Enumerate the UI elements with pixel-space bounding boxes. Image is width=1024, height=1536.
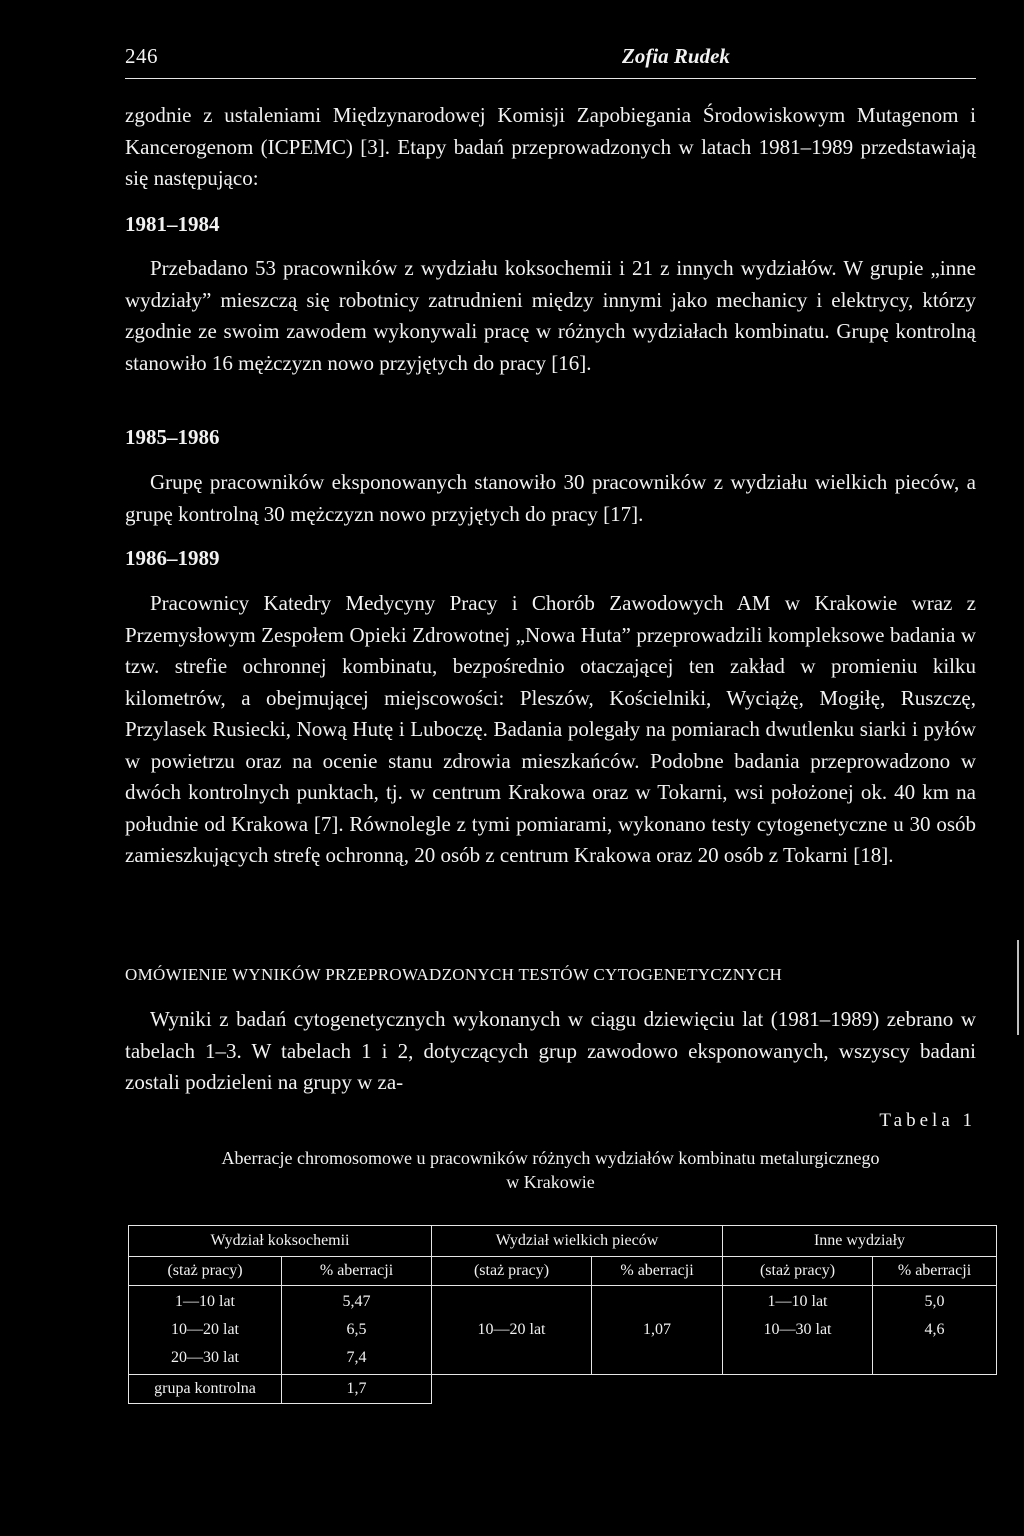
piece-staz-cell: [432, 1286, 592, 1375]
table-empty-cell: [432, 1375, 592, 1404]
table-caption: [125, 1146, 976, 1194]
header-wielkie-piece: Wydział wielkich pieców: [432, 1226, 723, 1257]
scan-edge-mark: [1017, 940, 1019, 1035]
table-cell: 5,47: [342, 1293, 371, 1310]
inne-aberracje-cell: [873, 1286, 997, 1375]
page-header: [125, 42, 976, 79]
period-heading-1986-1989: 1986–1989: [125, 546, 220, 570]
table-cell: 7,4: [346, 1349, 367, 1366]
control-label: grupa kontrolna: [129, 1375, 282, 1404]
table-cell: 1—10 lat: [767, 1293, 828, 1310]
table-caption-line-1: Aberracje chromosomowe u pracowników różnych wydziałów kombinatu metalurgicznego: [221, 1148, 880, 1168]
koksochemia-aberracje-cell: [282, 1286, 432, 1375]
table-cell: 5,0: [924, 1293, 945, 1310]
table-cell: 4,6: [924, 1321, 945, 1338]
table-label: Tabela 1: [879, 1110, 976, 1131]
table-cell: 20—30 lat: [171, 1349, 239, 1366]
running-head: Zofia Rudek: [622, 44, 730, 68]
subheader-aberracje: % aberracji: [873, 1257, 997, 1286]
table-group-header-row: [129, 1226, 997, 1257]
table-cell: 6,5: [346, 1321, 367, 1338]
subheader-aberracje: % aberracji: [282, 1257, 432, 1286]
table-empty-cell: [723, 1375, 873, 1404]
paragraph-intro: zgodnie z ustaleniami Międzynarodowej Komisji Zapobiegania Środowiskowym Mutagenom i Kancerogenom (ICPEMC) [3]. Etapy badań przeprowadzonych w latach 1981–1989 przedstawiają się następująco:: [125, 103, 976, 190]
table-empty-cell: [873, 1375, 997, 1404]
header-koksochemia: Wydział koksochemii: [129, 1226, 432, 1257]
inne-staz-cell: [723, 1286, 873, 1375]
header-inne-wydzialy: Inne wydziały: [723, 1226, 997, 1257]
paragraph-results: Wyniki z badań cytogenetycznych wykonanych w ciągu dziewięciu lat (1981–1989) zebrano w tabelach 1–3. W tabelach 1 i 2, dotyczących grup zawodowo eksponowanych, wszyscy badani zostali podzieleni na grupy w za-: [125, 1007, 976, 1094]
table-data-row: [129, 1286, 997, 1375]
aberrations-table: [128, 1225, 997, 1404]
period-heading-1981-1984: 1981–1984: [125, 212, 220, 236]
control-value: 1,7: [282, 1375, 432, 1404]
table-cell: 1,07: [643, 1321, 671, 1338]
subheader-staz: (staż pracy): [723, 1257, 873, 1286]
table-cell: 10—30 lat: [763, 1321, 832, 1338]
table-caption-line-2: w Krakowie: [506, 1172, 595, 1192]
table-cell: 1—10 lat: [175, 1293, 235, 1310]
page-number: 246: [125, 44, 158, 68]
table-sub-header-row: [129, 1257, 997, 1286]
subheader-staz: (staż pracy): [432, 1257, 592, 1286]
subheader-aberracje: % aberracji: [592, 1257, 723, 1286]
piece-aberracje-cell: [592, 1286, 723, 1375]
subheader-staz: (staż pracy): [129, 1257, 282, 1286]
section-heading: OMÓWIENIE WYNIKÓW PRZEPROWADZONYCH TESTÓW CYTOGENETYCZNYCH: [125, 965, 783, 984]
paragraph-1985-1986: Grupę pracowników eksponowanych stanowiło 30 pracowników z wydziału wielkich pieców, a grupę kontrolną 30 mężczyzn nowo przyjętych do pracy [17].: [125, 470, 976, 526]
period-heading-1985-1986: 1985–1986: [125, 425, 220, 449]
paragraph-1981-1984: Przebadano 53 pracowników z wydziału koksochemii i 21 z innych wydziałów. W grupie „inne wydziały” mieszczą się robotnicy zatrudnieni między innymi jako mechanicy i elektrycy, którzy zgodnie ze swoim zawodem wykonywali pracę w różnych wydziałach kombinatu. Grupę kontrolną stanowiło 16 mężczyzn nowo przyjętych do pracy [16].: [125, 256, 976, 375]
table-cell: 10—20 lat: [477, 1321, 546, 1338]
table-cell: 10—20 lat: [171, 1321, 239, 1338]
koksochemia-staz-cell: [129, 1286, 282, 1375]
table-control-row: [129, 1375, 997, 1404]
table-empty-cell: [592, 1375, 723, 1404]
paragraph-1986-1989: Pracownicy Katedry Medycyny Pracy i Chorób Zawodowych AM w Krakowie wraz z Przemysłowym Zespołem Opieki Zdrowotnej „Nowa Huta” przeprowadzili kompleksowe badania w tzw. strefie ochronnej kombinatu, bezpośrednio otaczającej ten zakład w promieniu kilku kilometrów, a obejmującej miejscowości: Pleszów, Kościelniki, Wyciążę, Mogiłę, Ruszczę, Przylasek Rusiecki, Nową Hutę i Luboczę. Badania polegały na pomiarach dwutlenku siarki i pyłów w powietrzu oraz na ocenie stanu zdrowia mieszkańców. Podobne badania przeprowadzono w dwóch kontrolnych punktach, tj. w centrum Krakowa oraz w Tokarni, wsi położonej ok. 40 km na południe od Krakowa [7]. Równolegle z tymi pomiarami, wykonano testy cytogenetyczne u 30 osób zamieszkujących strefę ochronną, 20 osób z centrum Krakowa oraz 20 osób z Tokarni [18].: [125, 591, 976, 867]
